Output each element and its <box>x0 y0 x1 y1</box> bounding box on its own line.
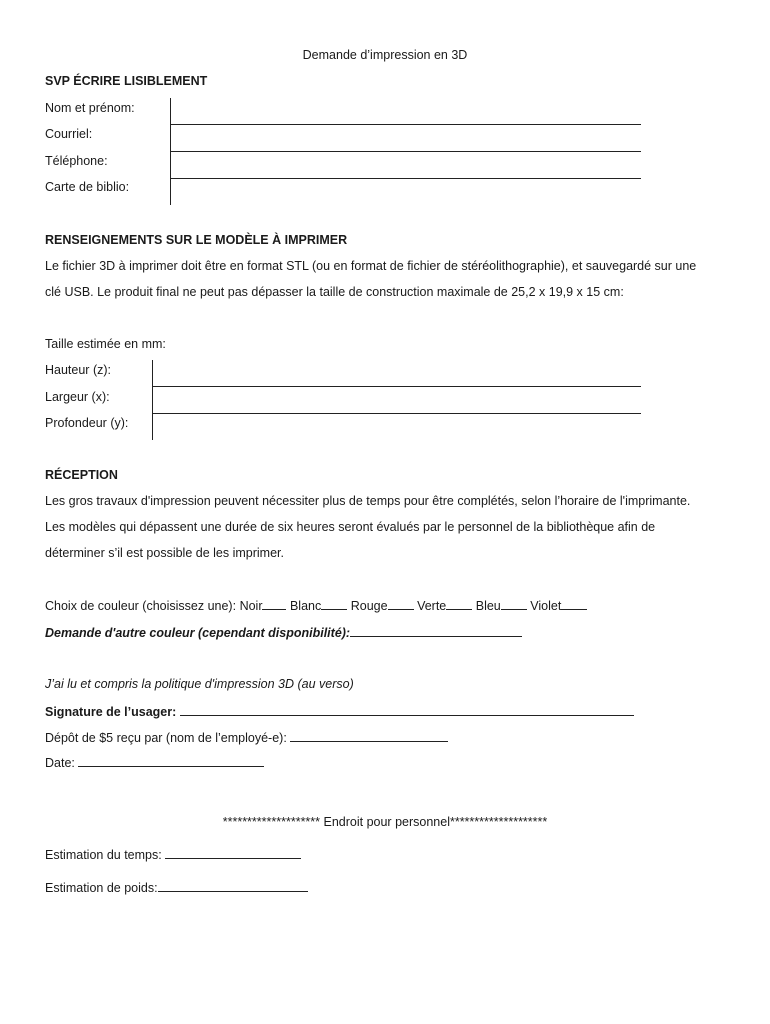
date-row <box>45 755 264 771</box>
model-heading: RENSEIGNEMENTS SUR LE MODÈLE À IMPRIMER <box>45 233 348 247</box>
reception-line-2: Les modèles qui dépassent une durée de six heures seront évalués par le personnel de la bibliothèque afin de <box>45 520 656 534</box>
color-blanc-blank[interactable] <box>321 598 347 610</box>
deposit-row <box>45 730 448 746</box>
color-option-noir: Noir <box>239 599 263 613</box>
color-option-blanc: Blanc <box>289 599 322 613</box>
color-violet-blank[interactable] <box>561 598 587 610</box>
weight-estimate-label: Estimation de poids: <box>45 881 158 895</box>
instruction-heading: SVP ÉCRIRE LISIBLEMENT <box>45 74 208 88</box>
library-card-label: Carte de biblio: <box>45 180 130 194</box>
email-field[interactable] <box>170 151 641 152</box>
reception-line-1: Les gros travaux d'impression peuvent nécessiter plus de temps pour être complétés, selon l’horaire de l'imprimante. <box>45 494 691 508</box>
other-color-field[interactable] <box>350 625 522 637</box>
phone-label: Téléphone: <box>45 154 108 168</box>
time-estimate-label: Estimation du temps: <box>45 848 162 862</box>
size-label: Taille estimée en mm: <box>45 337 166 351</box>
color-option-rouge: Rouge <box>350 599 388 613</box>
signature-row <box>45 704 634 720</box>
color-option-violet: Violet <box>530 599 562 613</box>
height-field[interactable] <box>152 386 641 387</box>
weight-estimate-row <box>45 880 308 896</box>
time-estimate-row <box>45 847 301 863</box>
other-color-label: Demande d'autre couleur (cependant disponibilité): <box>45 626 351 640</box>
color-choice-row <box>45 598 587 614</box>
color-rouge-blank[interactable] <box>388 598 414 610</box>
size-table-divider <box>152 360 153 440</box>
staff-banner: ******************** Endroit pour personnel******************** <box>222 815 548 829</box>
date-label: Date: <box>45 756 75 770</box>
deposit-employee-field[interactable] <box>290 730 448 742</box>
color-choice-label: Choix de couleur (choisissez une): <box>45 599 237 613</box>
width-label: Largeur (x): <box>45 390 110 404</box>
page-title: Demande d’impression en 3D <box>302 48 468 62</box>
other-color-row <box>45 625 522 641</box>
reception-heading: RÉCEPTION <box>45 468 118 482</box>
time-estimate-field[interactable] <box>165 847 301 859</box>
color-verte-blank[interactable] <box>446 598 472 610</box>
color-option-verte: Verte <box>417 599 447 613</box>
name-label: Nom et prénom: <box>45 101 135 115</box>
reception-line-3: déterminer s’il est possible de les imprimer. <box>45 546 284 560</box>
signature-field[interactable] <box>180 704 634 716</box>
width-field[interactable] <box>152 413 641 414</box>
policy-acknowledgement: J’ai lu et compris la politique d'impression 3D (au verso) <box>45 677 354 691</box>
color-bleu-blank[interactable] <box>501 598 527 610</box>
phone-field[interactable] <box>170 178 641 179</box>
color-noir-blank[interactable] <box>262 598 286 610</box>
model-text-line-1: Le fichier 3D à imprimer doit être en format STL (ou en format de fichier de stéréolithographie), et sauvegardé sur une <box>45 259 697 273</box>
deposit-label: Dépôt de $5 reçu par (nom de l’employé-e): <box>45 731 287 745</box>
signature-label: Signature de l’usager: <box>45 705 177 719</box>
color-option-bleu: Bleu <box>475 599 501 613</box>
date-field[interactable] <box>78 755 264 767</box>
height-label: Hauteur (z): <box>45 363 111 377</box>
weight-estimate-field[interactable] <box>158 880 308 892</box>
email-label: Courriel: <box>45 127 93 141</box>
depth-label: Profondeur (y): <box>45 416 129 430</box>
model-text-line-2: clé USB. Le produit final ne peut pas dépasser la taille de construction maximale de 25,2 x 19,9 x 15 cm: <box>45 285 624 299</box>
name-field[interactable] <box>170 124 641 125</box>
